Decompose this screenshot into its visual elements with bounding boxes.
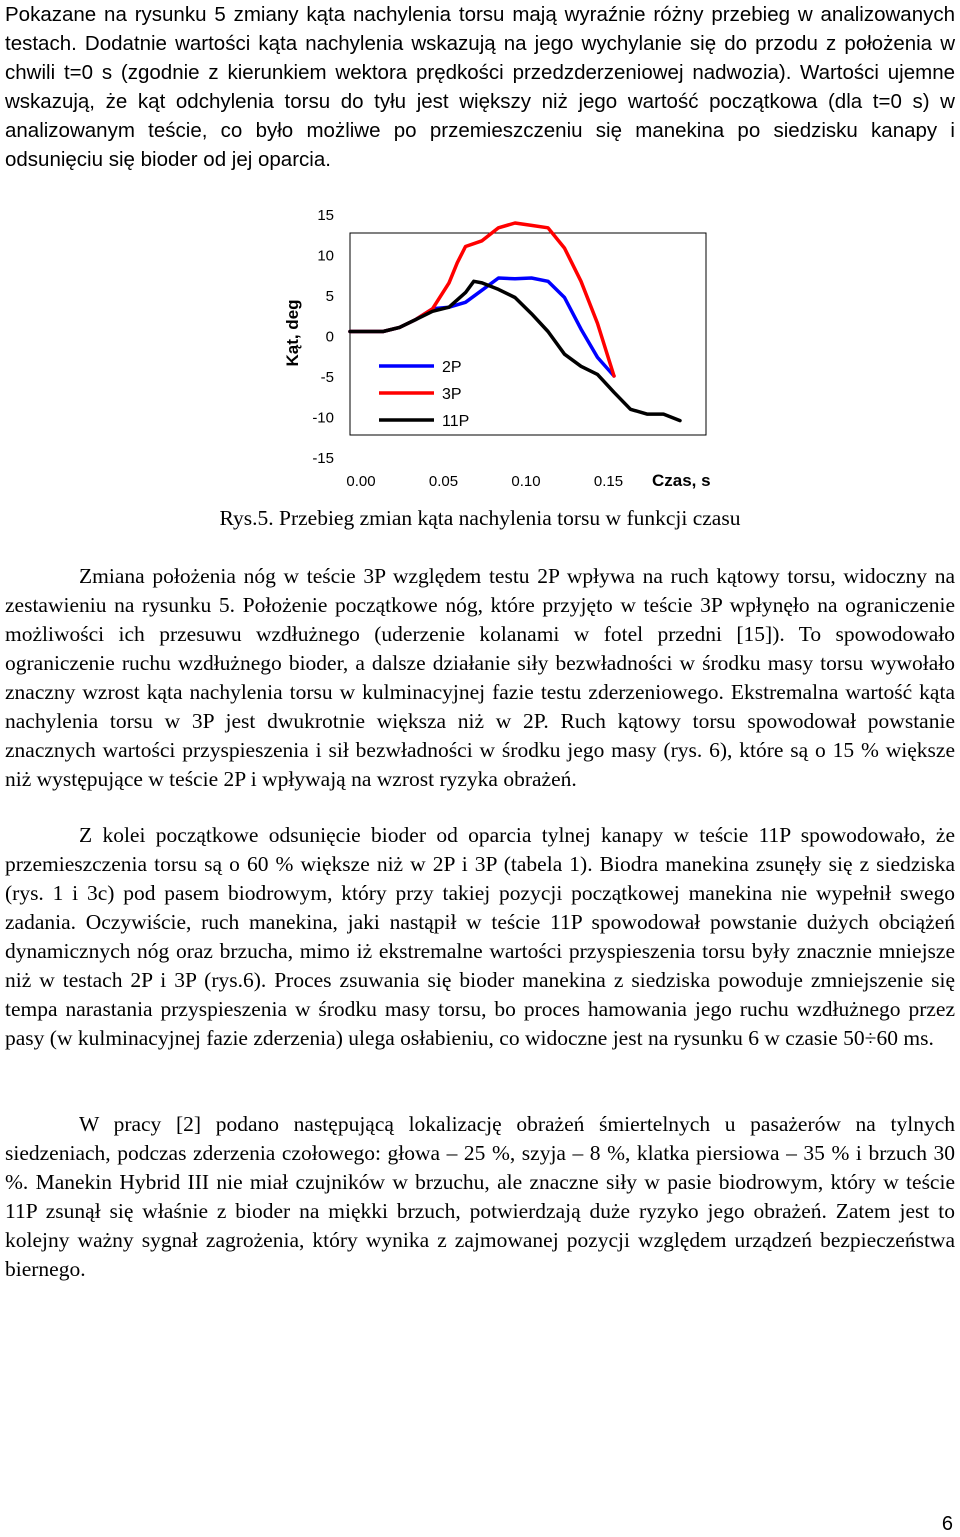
series-line-11p bbox=[350, 281, 680, 420]
y-tick-label: 15 bbox=[317, 207, 334, 224]
x-axis-label: Czas, s bbox=[652, 471, 711, 490]
legend-label: 3P bbox=[442, 386, 462, 403]
legend-label: 2P bbox=[442, 359, 462, 376]
torso-angle-chart bbox=[0, 195, 960, 505]
y-tick-label: 0 bbox=[325, 328, 334, 346]
y-tick-labels bbox=[312, 207, 334, 467]
plot-area-frame bbox=[350, 233, 706, 435]
paragraph-1 bbox=[5, 0, 955, 174]
paragraph-4: W pracy [2] podano następującą lokalizację obrażeń śmiertelnych u pasażerów na tylnych siedzeniach, podczas zderzenia czołowego: głowa – 25 %, szyja – 8 %, klatka piersiowa – 35 % i brzuch 30 %. Manekin Hybrid III nie miał czujników w brzuchu, ale znaczne siły w pasie biodrowym, który w teście 11P zsunął się właśnie z bioder na miękki brzuch, potwierdzają duże ryzyko jego obrażeń. Zatem jest to kolejny ważny sygnał zagrożenia, który wynika z zajmowanej pozycji względem urządzeń bezpieczeństwa biernego. bbox=[5, 1112, 955, 1281]
y-tick-label: -10 bbox=[312, 409, 334, 427]
series-lines bbox=[350, 223, 680, 421]
paragraph-1-part-2: Wartości ujemne wskazują, że kąt odchylenia torsu do tyłu jest większy niż jego wartość początkowa (dla t=0 s) w analizowanym teście, co było możliwe po przemieszczeniu się manekina po siedzisku kanapy i odsunięciu się bioder od jej oparcia. bbox=[5, 61, 956, 171]
series-line-3p bbox=[350, 223, 614, 376]
x-tick-label: 0.00 bbox=[346, 473, 376, 490]
x-tick-label: 0.10 bbox=[511, 473, 541, 490]
page-number: 6 bbox=[941, 1513, 953, 1535]
chart-legend bbox=[379, 359, 469, 430]
x-tick-labels bbox=[346, 473, 623, 490]
x-tick-label: 0.05 bbox=[428, 473, 459, 490]
paragraph-3: Z kolei początkowe odsunięcie bioder od oparcia tylnej kanapy w teście 11P spowodowało, że przemieszczenia torsu są o 60 % większe niż w 2P i 3P (tabela 1). Biodra manekina zsunęły się z siedziska (rys. 1 i 3c) pod pasem biodrowym, który przy takiej pozycji początkowej manekina nie wypełnił swego zadania. Oczywiście, ruch manekina, jaki nastąpił w teście 11P spowodował powstanie dużych obciążeń dynamicznych nóg oraz brzucha, mimo iż ekstremalne wartości przyspieszenia torsu były znacznie mniejsze niż w testach 2P i 3P (rys.6). Proces zsuwania się bioder manekina z siedziska powoduje zmniejszenie się tempa narastania przyspieszenia w środku masy torsu, bo proces hamowania jego ruchu wzdłużnego przez pasy (w kulminacyjnej fazie zderzenia) ulega osłabieniu, co widoczne jest na rysunku 6 w czasie 50÷60 ms. bbox=[5, 823, 955, 1050]
x-tick-label: 0.15 bbox=[593, 473, 624, 490]
legend-label: 11P bbox=[442, 413, 470, 430]
y-tick-label: 10 bbox=[317, 247, 334, 265]
figure-caption: Rys.5. Przebieg zmian kąta nachylenia torsu w funkcji czasu bbox=[219, 506, 741, 530]
y-tick-label: 5 bbox=[325, 288, 334, 305]
paragraph-2: Zmiana położenia nóg w teście 3P względem testu 2P wpływa na ruch kątowy torsu, widoczny na zestawieniu na rysunku 5. Położenie początkowe nóg, które przyjęto w teście 3P wpłynęło na ograniczenie możliwości ich przesuwu wzdłużnego (uderzenie kolanami w fotel przedni [15]). To spowodowało ograniczenie ruchu wzdłużnego bioder, a dalsze działanie siły bezwładności w środku masy torsu wywołało znaczny wzrost kąta nachylenia torsu w kulminacyjnej fazie testu zderzeniowego. Ekstremalna wartość kąta nachylenia torsu w 3P jest dwukrotnie większa niż w 2P. Ruch kątowy torsu spowodował powstanie znacznych wartości przyspieszenia i sił bezwładności w środku jego masy (rys. 6), które są o 15 % większe niż występujące w teście 2P i wpływają na wzrost ryzyka obrażeń. bbox=[5, 564, 955, 791]
y-axis-label: Kąt, deg bbox=[283, 299, 302, 367]
paragraph-1-part-1: Pokazane na rysunku 5 zmiany kąta nachylenia torsu mają wyraźnie różny przebieg w analizowanych testach. Dodatnie wartości kąta nachylenia wskazują na jego wychylanie się do przodu z położenia w chwili t=0 s (zgodnie z kierunkiem wektora prędkości przedzderzeniowej nadwozia). bbox=[5, 3, 955, 84]
y-tick-label: -5 bbox=[320, 369, 334, 386]
y-tick-label: -15 bbox=[312, 450, 334, 467]
